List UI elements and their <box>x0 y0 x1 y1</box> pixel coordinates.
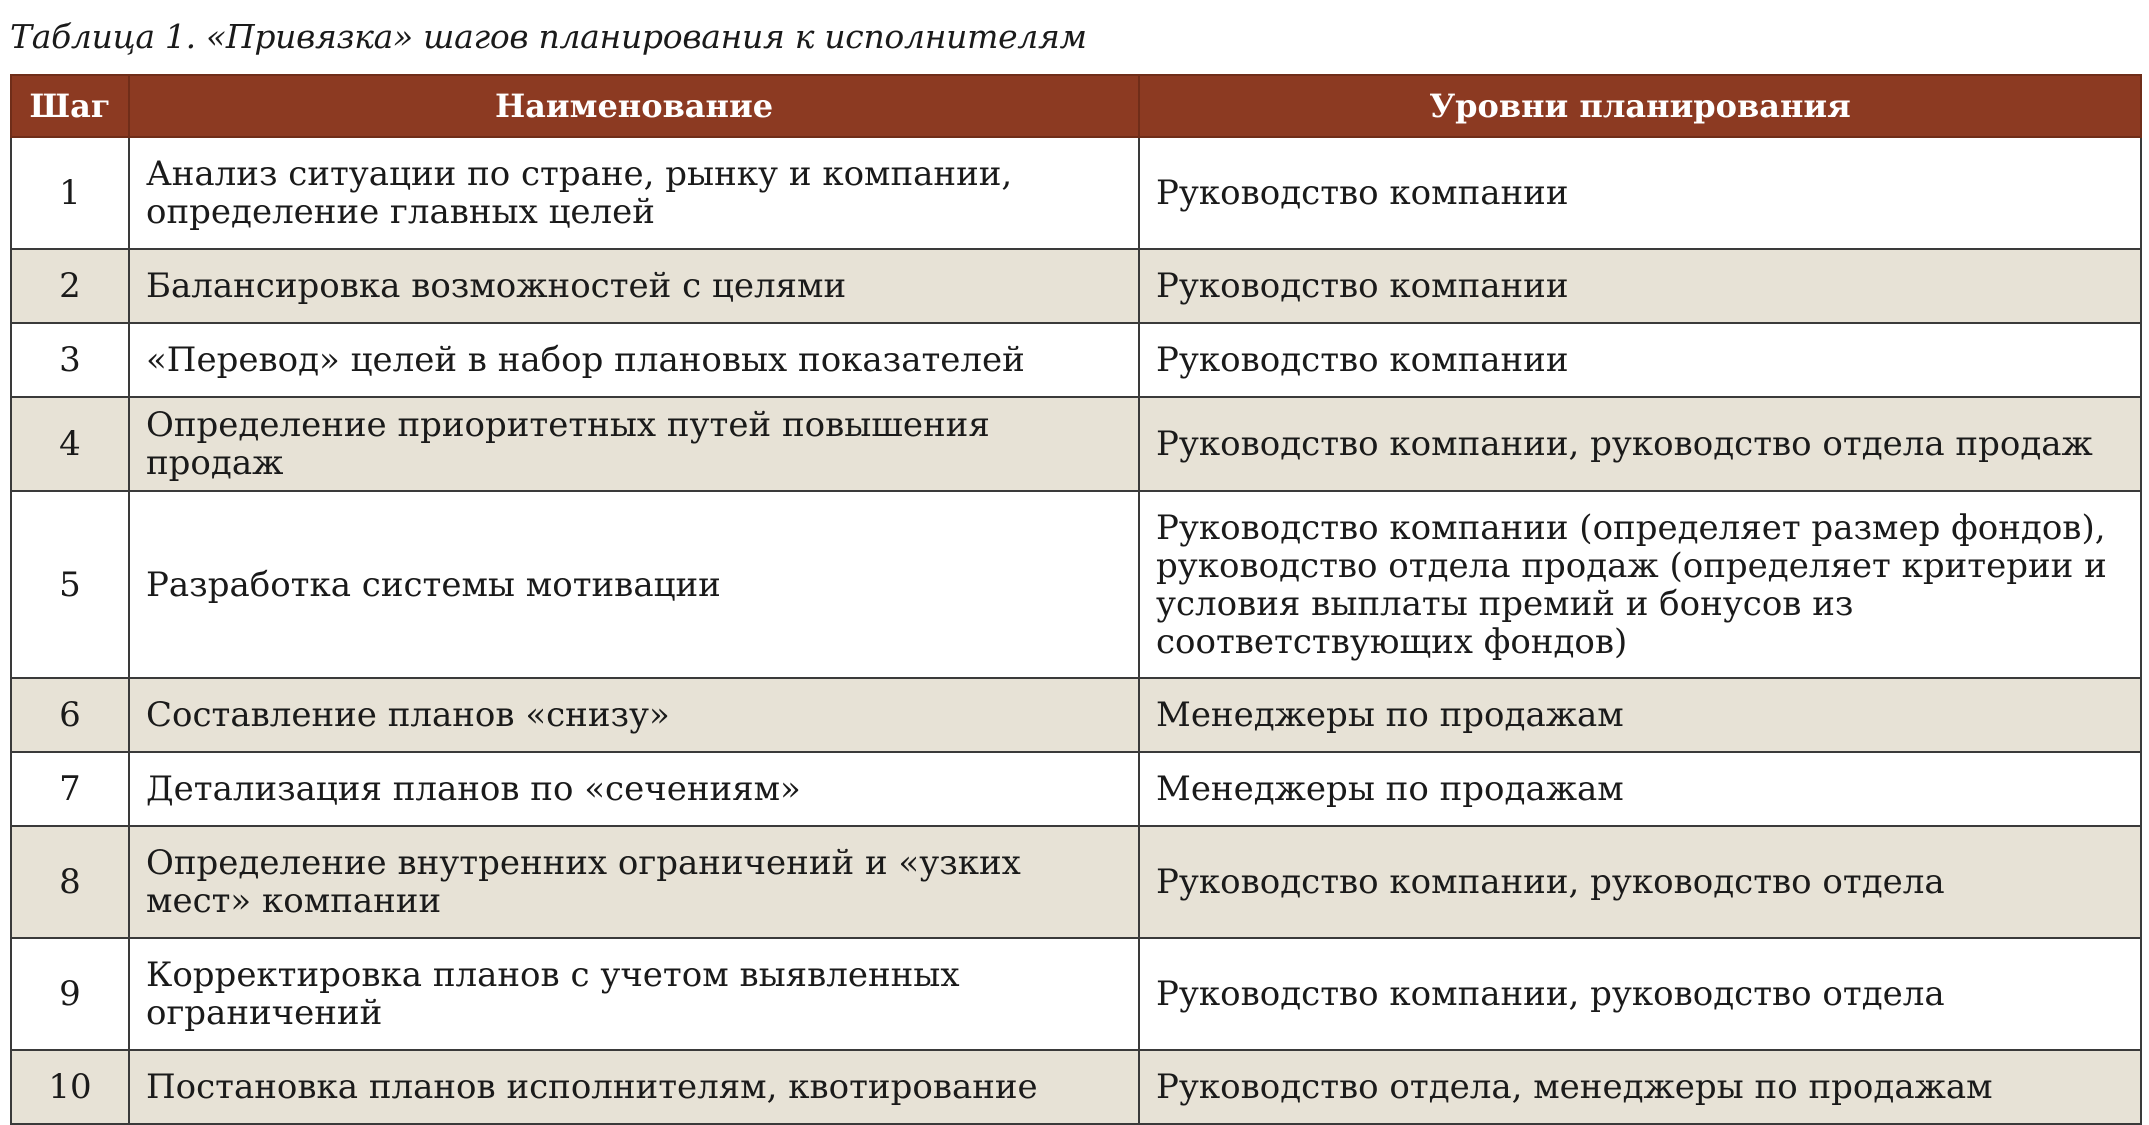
table-row <box>11 397 2141 491</box>
step-cell: 2 <box>11 249 129 323</box>
level-cell: Руководство компании, руководство отдела <box>1139 826 2141 938</box>
name-cell: Детализация планов по «сечениям» <box>129 752 1139 826</box>
table-header-row <box>11 75 2141 137</box>
step-cell: 5 <box>11 491 129 678</box>
level-cell: Менеджеры по продажам <box>1139 678 2141 752</box>
table-row <box>11 826 2141 938</box>
name-cell: Определение приоритетных путей повышения продаж <box>129 397 1139 491</box>
column-header-name: Наименование <box>129 75 1139 137</box>
table-row <box>11 249 2141 323</box>
table-row <box>11 323 2141 397</box>
name-cell: «Перевод» целей в набор плановых показателей <box>129 323 1139 397</box>
table-row <box>11 938 2141 1050</box>
level-cell: Руководство компании <box>1139 249 2141 323</box>
name-cell: Корректировка планов с учетом выявленных ограничений <box>129 938 1139 1050</box>
level-cell: Руководство компании, руководство отдела продаж <box>1139 397 2141 491</box>
name-cell: Постановка планов исполнителям, квотирование <box>129 1050 1139 1124</box>
table-row <box>11 137 2141 249</box>
level-cell: Руководство компании, руководство отдела <box>1139 938 2141 1050</box>
name-cell: Составление планов «снизу» <box>129 678 1139 752</box>
step-cell: 9 <box>11 938 129 1050</box>
step-cell: 1 <box>11 137 129 249</box>
name-cell: Разработка системы мотивации <box>129 491 1139 678</box>
planning-steps-table <box>10 74 2142 1125</box>
document-page <box>10 14 2140 1125</box>
step-cell: 4 <box>11 397 129 491</box>
level-cell: Руководство отдела, менеджеры по продажам <box>1139 1050 2141 1124</box>
table-row <box>11 491 2141 678</box>
level-cell: Руководство компании <box>1139 137 2141 249</box>
name-cell: Определение внутренних ограничений и «узких мест» компании <box>129 826 1139 938</box>
step-cell: 6 <box>11 678 129 752</box>
name-cell: Анализ ситуации по стране, рынку и компании, определение главных целей <box>129 137 1139 249</box>
step-cell: 10 <box>11 1050 129 1124</box>
level-cell: Менеджеры по продажам <box>1139 752 2141 826</box>
table-caption: Таблица 1. «Привязка» шагов планирования к исполнителям <box>10 17 1087 56</box>
column-header-step: Шаг <box>11 75 129 137</box>
table-row <box>11 678 2141 752</box>
level-cell: Руководство компании (определяет размер фондов), руководство отдела продаж (определяет критерии и условия выплаты премий и бонусов из соответствующих фондов) <box>1139 491 2141 678</box>
table-row <box>11 1050 2141 1124</box>
column-header-level: Уровни планирования <box>1139 75 2141 137</box>
step-cell: 8 <box>11 826 129 938</box>
step-cell: 7 <box>11 752 129 826</box>
level-cell: Руководство компании <box>1139 323 2141 397</box>
table-row <box>11 752 2141 826</box>
name-cell: Балансировка возможностей с целями <box>129 249 1139 323</box>
step-cell: 3 <box>11 323 129 397</box>
